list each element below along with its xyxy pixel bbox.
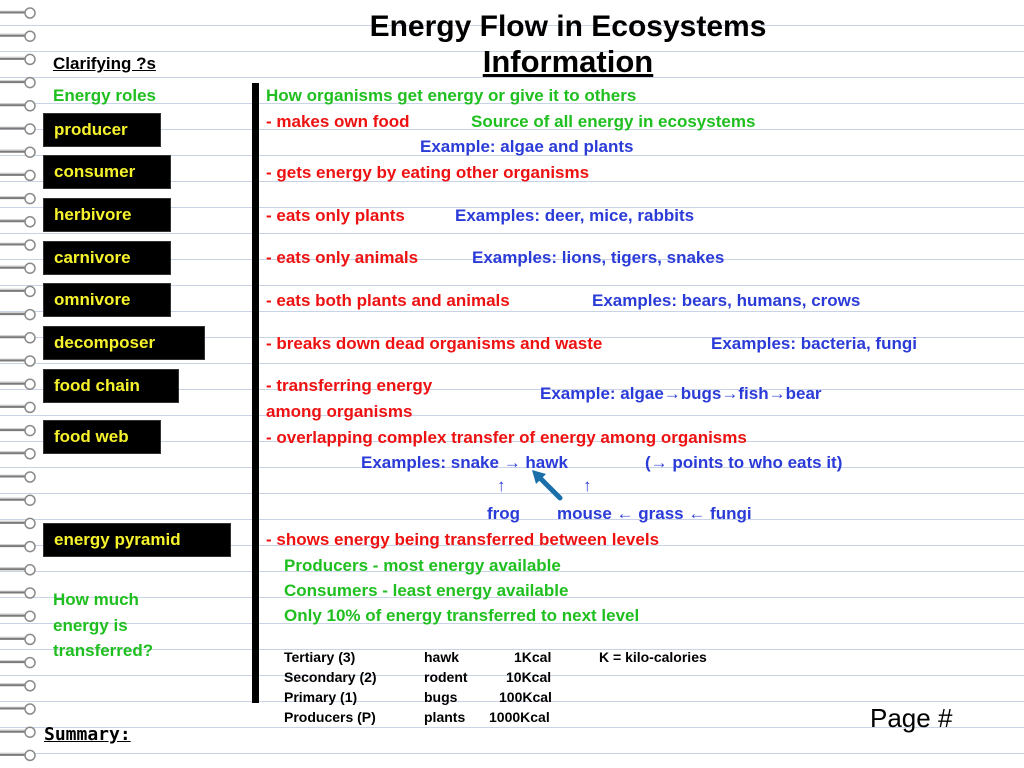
food-web-example: Examples: snake → hawk [361,453,568,472]
page-number: Page # [870,703,953,733]
food-chain-example: Example: algae→bugs→fish→bear [540,384,822,403]
omnivore-example: Examples: bears, humans, crows [592,291,861,310]
herbivore-example: Examples: deer, mice, rabbits [455,206,695,225]
table-level-producers: Producers (P) [284,709,376,725]
table-organism-secondary: rodent [424,669,468,685]
pyramid-line-3: Only 10% of energy transferred to next level [284,606,640,625]
term-carnivore: carnivore [43,241,171,275]
term-herbivore: herbivore [43,198,171,232]
pyramid-definition: - shows energy being transferred between levels [266,530,660,549]
term-consumer: consumer [43,155,171,189]
summary-heading: Summary: [44,724,131,745]
term-omnivore: omnivore [43,283,171,317]
table-organism-primary: bugs [424,689,458,705]
term-producer: producer [43,113,161,147]
kcal-note: K = kilo-calories [599,649,707,665]
table-level-primary: Primary (1) [284,689,358,705]
pyramid-line-2: Consumers - least energy available [284,581,569,600]
decomposer-definition: - breaks down dead organisms and waste [266,334,603,353]
food-chain-definition-line-2: among organisms [266,402,413,421]
producer-example: Example: algae and plants [420,137,634,156]
table-energy-secondary: 10Kcal [506,669,552,685]
consumer-definition: - gets energy by eating other organisms [266,163,590,182]
table-level-tertiary: Tertiary (3) [284,649,356,665]
herbivore-definition: - eats only plants [266,206,405,225]
omnivore-definition: - eats both plants and animals [266,291,510,310]
table-energy-tertiary: 1Kcal [514,649,552,665]
food-web-note: (→ points to who eats it) [645,453,843,472]
food-chain-definition-line-1: - transferring energy [266,376,433,395]
food-web-definition: - overlapping complex transfer of energy among organisms [266,428,747,447]
producer-note: Source of all energy in ecosystems [471,112,756,131]
page-subtitle: Information [482,44,654,79]
term-food-web: food web [43,420,161,454]
table-organism-tertiary: hawk [424,649,460,665]
producer-definition: - makes own food [266,112,410,131]
table-energy-primary: 100Kcal [499,689,552,705]
term-food-chain: food chain [43,369,179,403]
decomposer-example: Examples: bacteria, fungi [711,334,917,353]
notebook-spiral [0,0,40,768]
up-arrow-frog: ↑ [497,476,506,495]
food-web-frog: frog [487,504,521,523]
how-much-line-1: How much [53,590,139,609]
table-organism-producers: plants [424,709,466,725]
table-level-secondary: Secondary (2) [284,669,377,685]
carnivore-example: Examples: lions, tigers, snakes [472,248,725,267]
term-decomposer: decomposer [43,326,205,360]
page-title: Energy Flow in Ecosystems [369,10,767,43]
energy-roles-label: Energy roles [53,86,156,105]
table-energy-producers: 1000Kcal [489,709,550,725]
diagonal-arrow-icon [530,470,564,502]
energy-roles-intro: How organisms get energy or give it to others [266,86,637,105]
how-much-line-3: transferred? [53,641,154,660]
carnivore-definition: - eats only animals [266,248,419,267]
column-divider [252,83,259,703]
food-web-mouse-chain: mouse ← grass ← fungi [557,504,752,523]
pyramid-line-1: Producers - most energy available [284,556,561,575]
up-arrow-mouse: ↑ [583,476,592,495]
term-energy-pyramid: energy pyramid [43,523,231,557]
how-much-line-2: energy is [53,616,128,635]
clarifying-questions-heading: Clarifying ?s [53,54,156,73]
